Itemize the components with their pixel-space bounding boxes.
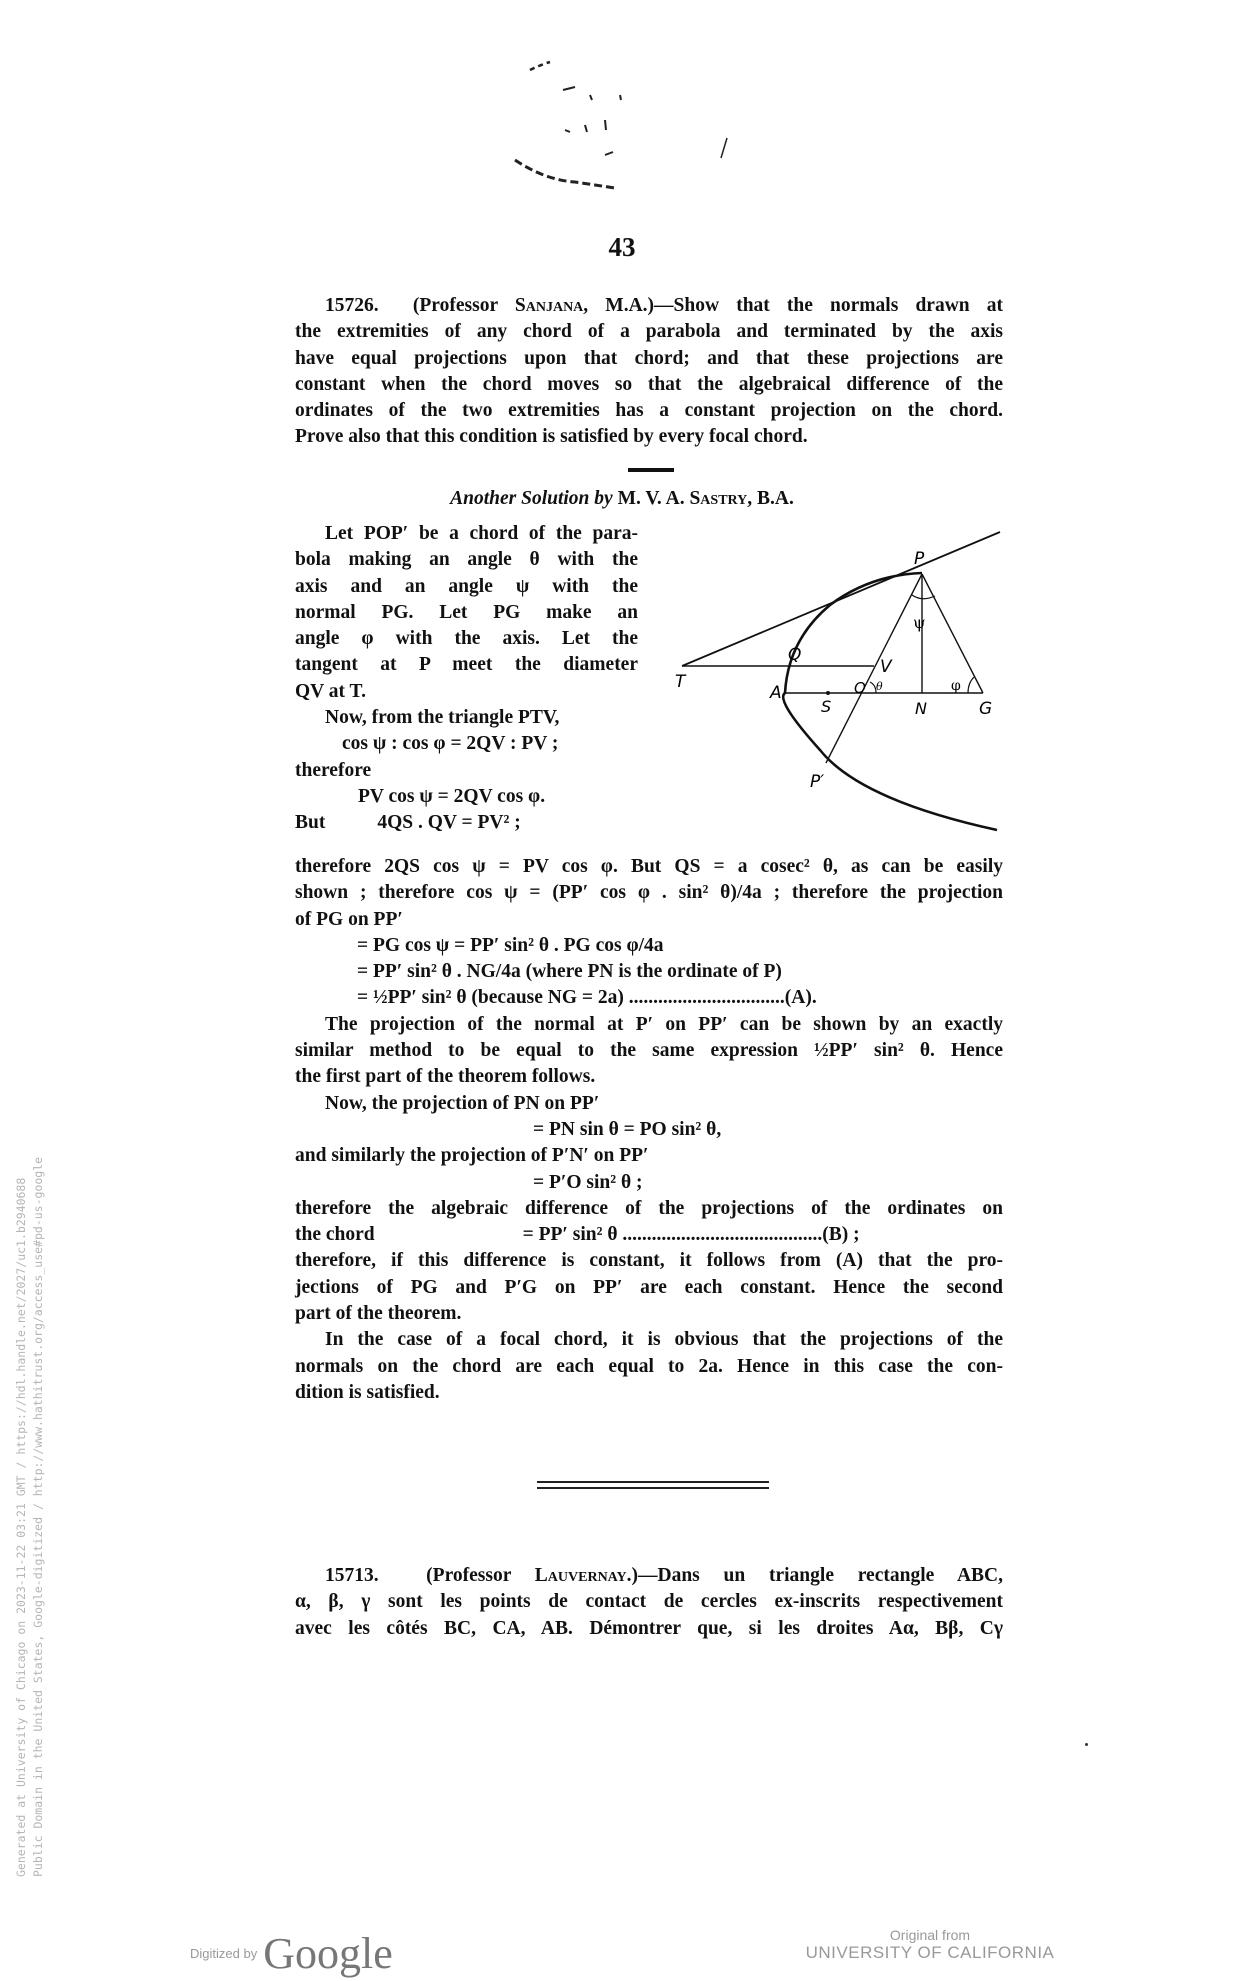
solution-line: Now, the projection of PN on PP′ (325, 1092, 600, 1114)
proposer-prefix: (Professor (426, 1565, 535, 1586)
label-phi: φ (951, 678, 961, 694)
solution-line: therefore (295, 759, 372, 781)
solution-line: Now, from the triangle PTV, (325, 707, 560, 729)
equation-line: = PN sin θ = PO sin² θ, (533, 1118, 722, 1140)
equation: = PP′ sin² θ .........................................(B) ; (522, 1224, 860, 1246)
problem-text: —Dans un triangle rectangle ABC, (638, 1565, 1004, 1586)
label-o: O (854, 679, 866, 697)
watermark-line-1: Generated at University of Chicago on 2023-11-22 03:21 GMT / https://hdl.handle.net/2027/uc1.b2940688 (14, 1177, 28, 1877)
original-from-label: Original from (889, 1927, 971, 1943)
parabola-diagram (660, 530, 1010, 840)
equation-line (295, 1222, 1003, 1248)
label-theta: θ (876, 680, 883, 693)
but-label: But (295, 812, 326, 834)
problem-text-line: Prove also that this condition is satisfied by every focal chord. (295, 426, 808, 448)
end-rule-bottom (537, 1487, 769, 1489)
label-g: G (979, 699, 993, 719)
solution-line: therefore 2QS cos ψ = PV cos φ. But QS = a cosec² θ, as can be easily (295, 856, 1003, 877)
solution-body (295, 854, 1003, 1406)
problem-15726 (295, 293, 1003, 451)
solution-line: therefore the algebraic difference of the projections of the ordinates on (295, 1197, 1003, 1219)
proposer-name: Lauvernay (534, 1565, 627, 1586)
google-logo: Google (263, 1929, 393, 1978)
solution-author-surname: Sastry (689, 488, 748, 509)
solution-line: axis and an angle ψ with the (295, 575, 638, 597)
proposer-name: Sanjana (514, 295, 584, 316)
label-t: T (675, 672, 686, 692)
label-psi: ψ (913, 613, 926, 632)
equation-line: cos ψ : cos φ = 2QV : PV ; (342, 733, 559, 755)
solution-line: therefore, if this difference is constant, it follows from (A) that the pro- (295, 1250, 1003, 1272)
problem-text-line: ordinates of the two extremities has a constant projection on the chord. (295, 400, 1003, 422)
solution-line: dition is satisfied. (295, 1381, 440, 1403)
problem-15713 (295, 1563, 1003, 1642)
solution-line: angle φ with the axis. Let the (295, 628, 638, 650)
problem-number: 15726. (325, 295, 379, 316)
problem-first-line (295, 1563, 1003, 1589)
solution-line: shown ; therefore cos ψ = (PP′ cos φ . sin² θ)/4a ; therefore the projection (295, 882, 1003, 904)
equation-line: = PG cos ψ = PP′ sin² θ . PG cos φ/4a (357, 934, 664, 956)
page-number: 43 (608, 232, 636, 262)
solution-line: tangent at P meet the diameter (295, 654, 638, 676)
solution-line: bola making an angle θ with the (295, 549, 638, 571)
solution-line: Let POP′ be a chord of the para- (325, 523, 638, 544)
solution-line: similar method to be equal to the same expression ½PP′ sin² θ. Hence (295, 1040, 1003, 1062)
institution-name: UNIVERSITY OF CALIFORNIA (805, 1943, 1055, 1962)
solution-heading (0, 488, 1244, 510)
phi-arc (968, 677, 974, 693)
solution-line: In the case of a focal chord, it is obvious that the projections of the (325, 1329, 1003, 1351)
solution-line: The projection of the normal at P′ on PP′ can be shown by an exactly (325, 1013, 1003, 1035)
equation: 4QS . QV = PV² ; (377, 812, 521, 834)
problem-text-line: constant when the chord moves so that the algebraical difference of the (295, 373, 1003, 395)
label-q: Q (788, 645, 802, 665)
label-v: V (880, 657, 892, 677)
problem-text-line: have equal projections upon that chord; and that these projections are (295, 347, 1003, 369)
chord-label: the chord (295, 1224, 375, 1246)
label-a: A (770, 683, 782, 703)
equation-line: PV cos ψ = 2QV cos φ. (358, 785, 546, 807)
proposer-prefix: (Professor (412, 295, 515, 316)
label-s: S (821, 697, 832, 716)
equation-line: = P′O sin² θ ; (533, 1171, 643, 1193)
tangent-line (682, 532, 1000, 666)
proposer-suffix: .) (626, 1565, 638, 1586)
chord-line (826, 574, 922, 763)
digitized-by-google (190, 1928, 393, 1979)
solution-line: normal PG. Let PG make an (295, 601, 638, 623)
hathitrust-watermark (13, 877, 47, 1877)
digitized-by-label: Digitized by (190, 1946, 258, 1961)
solution-line: normals on the chord are each equal to 2a. Hence in this case the con- (295, 1355, 1003, 1377)
solution-left-column (295, 521, 638, 837)
proposer-suffix: , M.A.) (583, 295, 655, 316)
solution-author-degree: , B.A. (747, 488, 794, 509)
label-p: P (914, 549, 925, 569)
problem-text-line: α, β, γ sont les points de contact de cercles ex-inscrits respectivement (295, 1591, 1003, 1613)
section-divider (628, 468, 674, 472)
library-stamp-icon (505, 40, 735, 200)
problem-first-line (295, 293, 1003, 319)
original-from (790, 1927, 1070, 1963)
solution-line: QV at T. (295, 680, 366, 702)
focus-point (826, 691, 830, 695)
equation-line: = ½PP′ sin² θ (because NG = 2a) ................................(A). (357, 987, 817, 1009)
label-n: N (915, 699, 927, 718)
label-p-prime: P′ (810, 772, 825, 792)
solution-line: part of the theorem. (295, 1303, 462, 1325)
scan-speck (1085, 1743, 1088, 1746)
solution-author: M. V. A. (612, 488, 690, 509)
equation-line (295, 810, 638, 836)
equation-line: = PP′ sin² θ . NG/4a (where PN is the ordinate of P) (357, 961, 782, 983)
watermark-line-2: Public Domain in the United States, Google-digitized / http://www.hathitrust.org/access_use#pd-us-google (31, 1156, 45, 1877)
problem-number: 15713. (325, 1565, 379, 1586)
solution-line: jections of PG and P′G on PP′ are each constant. Hence the second (295, 1276, 1003, 1298)
solution-line: of PG on PP′ (295, 908, 403, 930)
problem-text-line: avec les côtés BC, CA, AB. Démontrer que, si les droites Aα, Bβ, Cγ (295, 1617, 1003, 1639)
psi-arc (912, 595, 935, 599)
solution-line: the first part of the theorem follows. (295, 1066, 596, 1088)
end-rule-top (537, 1481, 769, 1483)
problem-text-line: the extremities of any chord of a parabola and terminated by the axis (295, 321, 1003, 343)
normal-line (922, 574, 983, 693)
solution-heading-italic: Another Solution by (450, 488, 613, 509)
problem-text: —Show that the normals drawn at (654, 295, 1004, 316)
solution-line: and similarly the projection of P′N′ on PP′ (295, 1145, 649, 1167)
